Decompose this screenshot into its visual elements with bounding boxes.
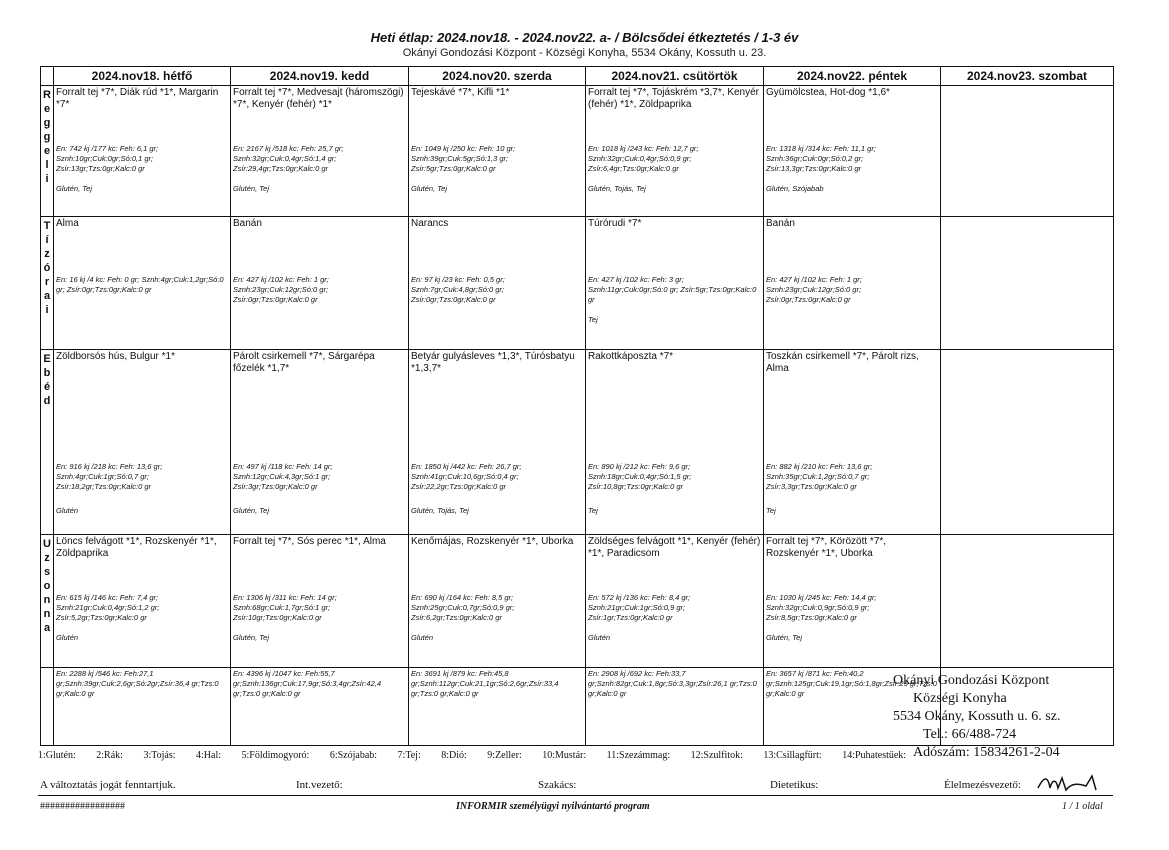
totals-label <box>41 668 54 746</box>
nutrition-info: En: 1049 kj /250 kc: Feh: 10 gr; Sznh:39gr;Cuk:5gr;Só:1,3 gr; Zsír:5gr;Tzs:0gr;Kalc:0 gr <box>411 144 516 173</box>
menu-cell <box>586 86 764 217</box>
menu-cell <box>54 535 231 668</box>
dish-text: Banán <box>766 218 795 229</box>
allergen-info: Glutén, Tej <box>233 506 269 515</box>
legend-item: 9:Zeller: <box>487 750 522 761</box>
day-header: 2024.nov19. kedd <box>231 67 409 86</box>
allergen-info: Glutén, Tej <box>411 184 447 193</box>
signature <box>1036 772 1116 794</box>
daily-total-cell <box>54 668 231 746</box>
allergen-info: Glutén, Tojás, Tej <box>411 506 469 515</box>
day-header: 2024.nov22. péntek <box>764 67 941 86</box>
nutrition-info: En: 427 kj /102 kc: Feh: 1 gr; Sznh:23gr;Cuk:12gr;Só:0 gr; Zsír:0gr;Tzs:0gr;Kalc:0 gr <box>233 275 329 304</box>
dish-text <box>941 350 1113 352</box>
allergen-info: Glutén, Tej <box>766 633 802 642</box>
dish-text: Zöldborsós hús, Bulgur *1* <box>56 351 175 362</box>
menu-cell <box>54 350 231 535</box>
nutrition-info: En: 690 kj /164 kc: Feh: 8,5 gr; Sznh:25gr;Cuk:0,7gr;Só:0,9 gr; Zsír:6,2gr;Tzs:0gr;Kalc:0 gr <box>411 593 515 622</box>
nutrition-info: En: 890 kj /212 kc: Feh: 9,6 gr; Sznh:18gr;Cuk:0,4gr;Só:1,5 gr; Zsír:10,8gr;Tzs:0gr;Kalc:0 gr <box>588 462 692 491</box>
weekly-menu-table <box>40 66 1114 746</box>
menu-cell <box>231 350 409 535</box>
dish-text: Forralt tej *7*, Körözött *7*, Rozskenyér *1*, Uborka <box>766 536 887 559</box>
footer-stars: ################# <box>40 801 125 812</box>
menu-cell <box>231 217 409 350</box>
allergen-info: Glutén <box>56 633 79 642</box>
dish-text: Forralt tej *7*, Sós perec *1*, Alma <box>233 536 386 547</box>
nutrition-info: En: 97 kj /23 kc: Feh: 0,5 gr; Sznh:7gr;Cuk:4,8gr;Só:0 gr; Zsír:0gr;Tzs:0gr;Kalc:0 gr <box>411 275 505 304</box>
dish-text <box>941 86 1113 88</box>
daily-total-cell <box>231 668 409 746</box>
meal-row <box>41 217 1114 350</box>
menu-cell <box>586 535 764 668</box>
allergen-info: Glutén, Szójabab <box>766 184 824 193</box>
nutrition-info: En: 2167 kj /518 kc: Feh: 25,7 gr; Sznh:32gr;Cuk:0,4gr;Só:1,4 gr; Zsír:29,4gr;Tzs:0gr;Kalc:0 gr <box>233 144 344 173</box>
day-header: 2024.nov23. szombat <box>941 67 1114 86</box>
dish-text: Kenőmájas, Rozskenyér *1*, Uborka <box>411 536 574 547</box>
stamp-line: Községi Konyha <box>913 691 1007 706</box>
nutrition-info: En: 427 kj /102 kc: Feh: 3 gr; Sznh:11gr;Cuk:0gr;Só:0 gr; Zsír:5gr;Tzs:0gr;Kalc:0 gr <box>588 275 757 304</box>
legend-item: 8:Dió: <box>441 750 467 761</box>
daily-total-text: En: 3657 kj /871 kc: Feh:40,2 gr;Sznh:125gr;Cuk:19,1gr;Só:1,8gr;Zsír:25 gr;Tzs:0 gr;Kalc:0 gr <box>766 669 937 698</box>
day-header: 2024.nov18. hétfő <box>54 67 231 86</box>
allergen-info: Glutén <box>588 633 611 642</box>
allergen-info: Tej <box>588 506 598 515</box>
menu-cell <box>764 86 941 217</box>
meal-label <box>41 217 54 350</box>
daily-total-text: En: 3691 kj /879 kc: Feh:45,8 gr;Sznh:112gr;Cuk:21,1gr;Só:2,6gr;Zsír:33,4 gr;Tzs:0 gr;Kalc:0 gr <box>411 669 559 698</box>
meal-label-text: U z s o n n a <box>43 538 51 634</box>
stamp-line: Adószám: 15834261-2-04 <box>913 745 1060 760</box>
legend-item: 6:Szójabab: <box>329 750 378 761</box>
dish-text: Párolt csirkemell *7*, Sárgarépa főzelék *1,7* <box>233 351 375 374</box>
nutrition-info: En: 1318 kj /314 kc: Feh: 11,1 gr; Sznh:36gr;Cuk:0gr;Só:0,2 gr; Zsír:13,3gr;Tzs:0gr;Kalc:0 gr <box>766 144 876 173</box>
legend-item: 11:Szezámmag: <box>606 750 671 761</box>
allergen-info: Tej <box>588 315 598 324</box>
daily-total-text: En: 2288 kj /546 kc: Feh:27,1 gr;Sznh:39gr;Cuk:2,6gr;Só:2gr;Zsír:36,4 gr;Tzs:0 gr;Kalc:0 gr <box>56 669 219 698</box>
allergen-info: Glutén, Tej <box>56 184 92 193</box>
dish-text: Löncs felvágott *1*, Rozskenyér *1*, Zöldpaprika <box>56 536 217 559</box>
stamp-line: Tel.: 66/488-724 <box>923 727 1017 742</box>
stamp-line: Okányi Gondozási Központ <box>893 673 1050 688</box>
legend-item: 13:Csillagfürt: <box>763 750 822 761</box>
nutrition-info: En: 1018 kj /243 kc: Feh: 12,7 gr; Sznh:32gr;Cuk:0,4gr;Só:0,9 gr; Zsír:6,4gr;Tzs:0gr;Kalc:0 gr <box>588 144 699 173</box>
legend-item: 5:Földimogyoró: <box>241 750 310 761</box>
meal-row <box>41 350 1114 535</box>
meal-row <box>41 86 1114 217</box>
dish-text: Toszkán csirkemell *7*, Párolt rizs, Alma <box>766 351 919 374</box>
dish-text <box>941 217 1113 219</box>
daily-total-cell <box>586 668 764 746</box>
menu-cell <box>54 217 231 350</box>
menu-cell <box>586 217 764 350</box>
allergen-legend <box>38 750 906 761</box>
dish-text: Betyár gulyásleves *1,3*, Túrósbatyu *1,3,7* <box>411 351 575 374</box>
dish-text: Túrórudi *7* <box>588 218 642 229</box>
day-header-row <box>41 67 1114 86</box>
menu-cell <box>231 86 409 217</box>
nutrition-info: En: 882 kj /210 kc: Feh: 13,6 gr; Sznh:35gr;Cuk:1,2gr;Só:0,7 gr; Zsír:3,3gr;Tzs:0gr;Kalc:0 gr <box>766 462 873 491</box>
allergen-info: Glutén <box>56 506 79 515</box>
dish-text <box>941 535 1113 537</box>
menu-cell <box>764 217 941 350</box>
legend-item: 2:Rák: <box>96 750 123 761</box>
page-subtitle: Okányi Gondozási Központ - Községi Konyha, 5534 Okány, Kossuth u. 23. <box>402 47 767 59</box>
meal-label <box>41 535 54 668</box>
menu-cell <box>941 86 1114 217</box>
daily-total-text: En: 4396 kj /1047 kc: Feh:55,7 gr;Sznh:136gr;Cuk:17,9gr;Só:3,4gr;Zsír:42,4 gr;Tzs:0 gr;Kalc:0 gr <box>233 669 381 698</box>
stamp-line: 5534 Okány, Kossuth u. 6. sz. <box>893 709 1061 724</box>
menu-cell <box>941 350 1114 535</box>
day-header: 2024.nov21. csütörtök <box>586 67 764 86</box>
legend-item: 12:Szulfitok: <box>690 750 743 761</box>
corner-cell <box>41 67 54 86</box>
allergen-info: Glutén, Tej <box>233 633 269 642</box>
legend-item: 7:Tej: <box>397 750 421 761</box>
page-title: Heti étlap: 2024.nov18. - 2024.nov22. a- / Bölcsődei étkeztetés / 1-3 év <box>370 30 799 45</box>
menu-cell <box>764 535 941 668</box>
menu-cell <box>941 217 1114 350</box>
nutrition-info: En: 16 kj /4 kc: Feh: 0 gr; Sznh:4gr;Cuk:1,2gr;Só:0 gr; Zsír:0gr;Tzs:0gr;Kalc:0 gr <box>56 275 224 294</box>
dish-text: Zöldséges felvágott *1*, Kenyér (fehér) *1*, Paradicsom <box>588 536 761 559</box>
legend-item: 3:Tojás: <box>143 750 176 761</box>
meal-label-text: T í z ó r a i <box>43 220 51 316</box>
nutrition-info: En: 572 kj /136 kc: Feh: 8,4 gr; Sznh:21gr;Cuk:1gr;Só:0,9 gr; Zsír:1gr;Tzs:0gr;Kalc:0 gr <box>588 593 691 622</box>
menu-cell <box>231 535 409 668</box>
program-name: INFORMIR személyügyi nyilvántartó program <box>456 801 650 812</box>
menu-cell <box>764 350 941 535</box>
nutrition-info: En: 742 kj /177 kc: Feh: 6,1 gr; Sznh:10gr;Cuk:0gr;Só:0,1 gr; Zsír:13gr;Tzs:0gr;Kalc:0 gr <box>56 144 159 173</box>
day-header: 2024.nov20. szerda <box>409 67 586 86</box>
change-note: A változtatás jogát fenntartjuk. <box>40 779 176 791</box>
menu-cell <box>409 86 586 217</box>
legend-item: 4:Hal: <box>196 750 222 761</box>
dish-text: Narancs <box>411 218 449 229</box>
allergen-info: Glutén, Tej <box>233 184 269 193</box>
dish-text: Rakottkáposzta *7* <box>588 351 674 362</box>
meal-label <box>41 86 54 217</box>
daily-total-cell <box>409 668 586 746</box>
nutrition-info: En: 497 kj /118 kc: Feh: 14 gr; Sznh:12gr;Cuk:4,3gr;Só:1 gr; Zsír:3gr;Tzs:0gr;Kalc:0 gr <box>233 462 333 491</box>
elelmezesvezeto-label: Élelmezésvezető: <box>944 779 1021 791</box>
legend-item: 1:Glutén: <box>38 750 76 761</box>
daily-total-text <box>941 668 1113 670</box>
nutrition-info: En: 1306 kj /311 kc: Feh: 14 gr; Sznh:68gr;Cuk:1,7gr;Só:1 gr; Zsír:10gr;Tzs:0gr;Kalc:0 gr <box>233 593 337 622</box>
footer-divider <box>38 795 1113 796</box>
allergen-info: Glutén, Tojás, Tej <box>588 184 646 193</box>
menu-cell <box>54 86 231 217</box>
legend-item: 14:Puhatestűek: <box>842 750 907 761</box>
daily-total-text: En: 2908 kj /692 kc: Feh:33,7 gr;Sznh:82gr;Cuk:1,8gr;Só:3,3gr;Zsír:26,1 gr;Tzs:0 gr;Kalc:0 gr <box>588 669 757 698</box>
legend-item: 10:Mustár: <box>542 750 587 761</box>
dish-text: Forralt tej *7*, Tojáskrém *3,7*, Kenyér (fehér) *1*, Zöldpaprika <box>588 87 760 110</box>
dietetikus-label: Dietetikus: <box>770 779 819 791</box>
institution-stamp <box>893 672 1118 762</box>
meal-label-text: R e g g e l i <box>43 89 51 185</box>
allergen-info: Glutén <box>411 633 434 642</box>
meal-row <box>41 535 1114 668</box>
nutrition-info: En: 1030 kj /245 kc: Feh: 14,4 gr; Sznh:32gr;Cuk:0,9gr;Só:0,9 gr; Zsír:8,5gr;Tzs:0gr;Kalc:0 gr <box>766 593 877 622</box>
menu-cell <box>409 217 586 350</box>
meal-label-text: E b é d <box>43 353 51 407</box>
menu-cell <box>586 350 764 535</box>
page-number: 1 / 1 oldal <box>1062 801 1103 812</box>
szakacs-label: Szakács: <box>538 779 577 791</box>
menu-cell <box>941 535 1114 668</box>
int-vezeto-label: Int.vezető: <box>296 779 343 791</box>
dish-text: Gyümölcstea, Hot-dog *1,6* <box>766 87 890 98</box>
dish-text: Banán <box>233 218 262 229</box>
menu-cell <box>409 350 586 535</box>
dish-text: Forralt tej *7*, Medvesajt (háromszögi) *7*, Kenyér (fehér) *1* <box>233 87 404 110</box>
allergen-info: Tej <box>766 506 776 515</box>
nutrition-info: En: 427 kj /102 kc: Feh: 1 gr; Sznh:23gr;Cuk:12gr;Só:0 gr; Zsír:0gr;Tzs:0gr;Kalc:0 gr <box>766 275 862 304</box>
nutrition-info: En: 916 kj /218 kc: Feh: 13,6 gr; Sznh:4gr;Cuk:1gr;Só:0,7 gr; Zsír:18,2gr;Tzs:0gr;Kalc:0 gr <box>56 462 163 491</box>
dish-text: Alma <box>56 218 79 229</box>
dish-text: Forralt tej *7*, Diák rúd *1*, Margarin *7* <box>56 87 219 110</box>
nutrition-info: En: 1850 kj /442 kc: Feh: 26,7 gr; Sznh:41gr;Cuk:10,6gr;Só:0,4 gr; Zsír:22,2gr;Tzs:0gr;Kalc:0 gr <box>411 462 522 491</box>
menu-cell <box>409 535 586 668</box>
dish-text: Tejeskávé *7*, Kifli *1* <box>411 87 510 98</box>
nutrition-info: En: 615 kj /146 kc: Feh: 7,4 gr; Sznh:21gr;Cuk:0,4gr;Só:1,2 gr; Zsír:5,2gr;Tzs:0gr;Kalc:0 gr <box>56 593 160 622</box>
meal-label <box>41 350 54 535</box>
